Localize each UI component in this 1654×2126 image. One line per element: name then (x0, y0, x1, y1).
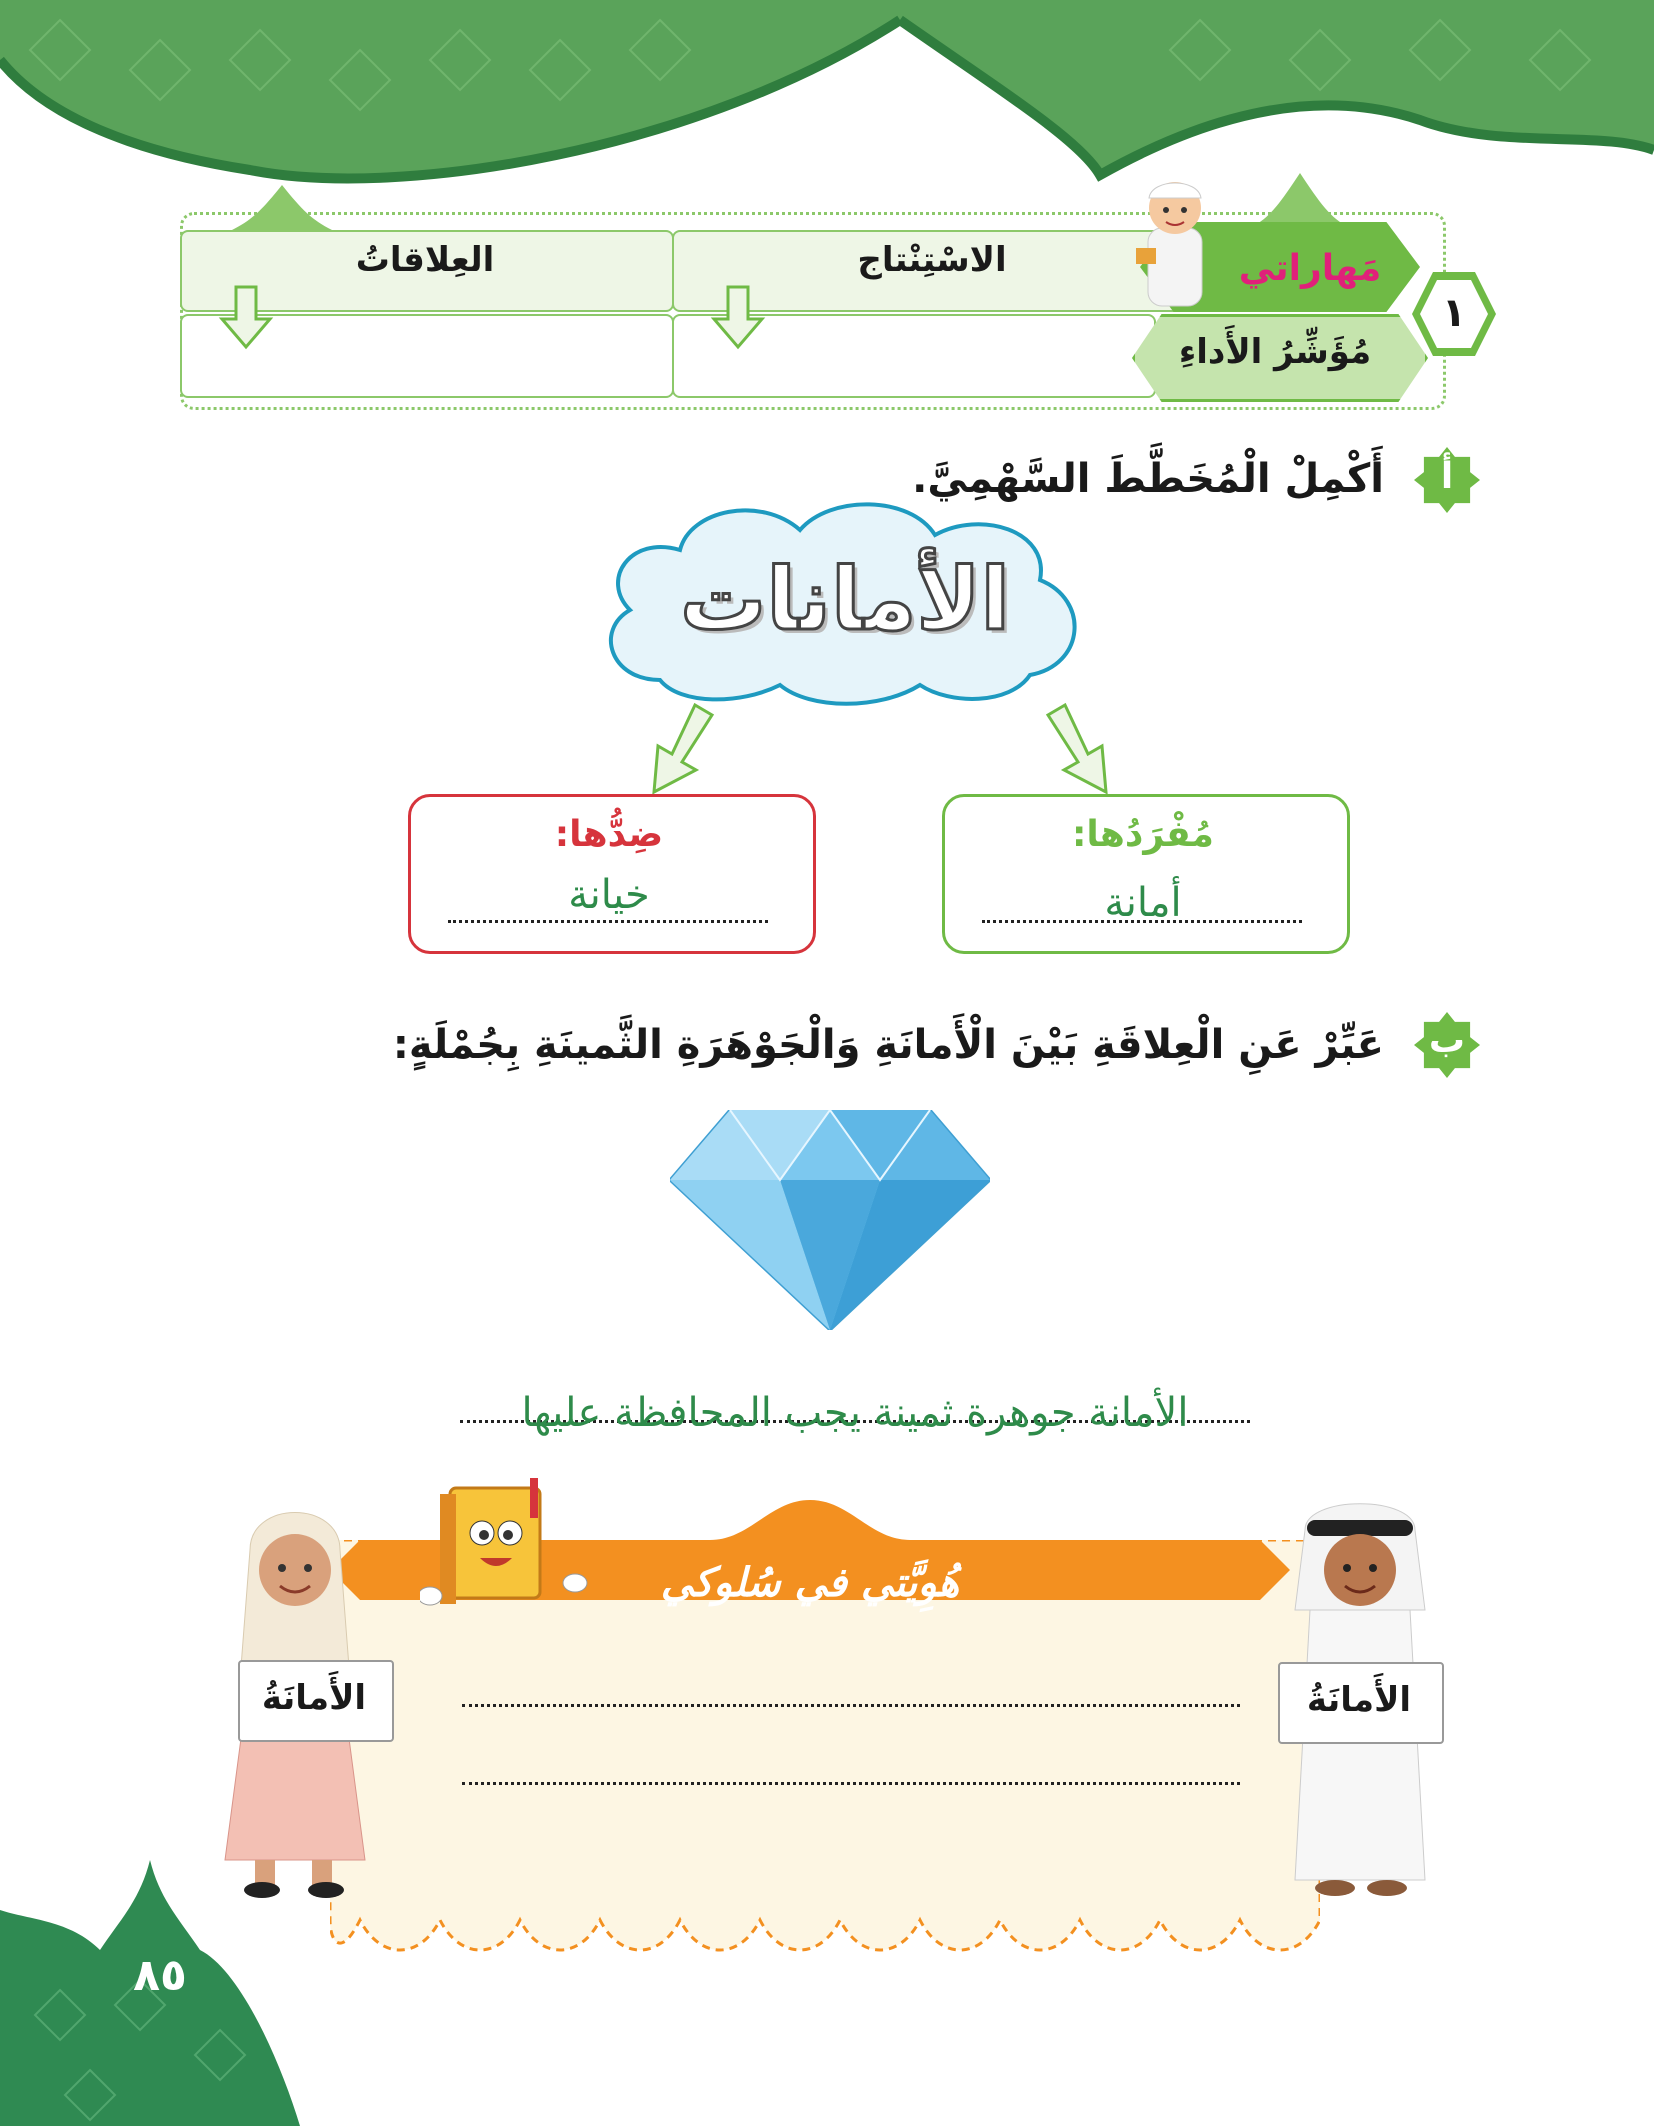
part-b-instruction: عَبِّرْ عَنِ الْعِلاقَةِ بَيْنَ الْأَمانَةِ وَالْجَوْهَرَةِ الثَّمينَةِ بِجُمْلَةٍ: (392, 1022, 1384, 1068)
identity-banner-title: هُوِيَّتي في سُلوكي (660, 1560, 960, 1606)
book-mascot-illustration (420, 1478, 590, 1628)
diamond-illustration (670, 1110, 990, 1330)
relations-header-label: العِلاقاتُ (355, 240, 495, 280)
part-a-marker: أ (1440, 456, 1454, 497)
dome-decoration-left (222, 180, 342, 230)
indicator-label: مُؤَشِّرُ الأَداءِ (1178, 332, 1372, 372)
cloud-word: الأمانات (679, 550, 1011, 650)
diagonal-arrow-left-icon (640, 700, 720, 800)
singular-label: مُفْرَدُها: (1072, 814, 1214, 855)
identity-writing-line-2[interactable] (462, 1782, 1240, 1785)
part-b-marker: ب (1428, 1020, 1466, 1061)
exercise-number: ١ (1441, 290, 1467, 336)
opposite-answer-line[interactable] (448, 920, 768, 923)
opposite-label: ضِدُّها: (554, 814, 664, 855)
dome-decoration-right (1240, 168, 1360, 228)
part-a-instruction: أَكْمِلْ الْمُخَطَّطَ السَّهْمِيَّ. (912, 456, 1384, 502)
girl-sign-text: الأَمانَةُ (261, 1678, 367, 1718)
opposite-answer: خيانة (568, 872, 650, 918)
singular-answer: أمانة (1104, 880, 1182, 926)
part-b-answer: الأمانة جوهرة ثمينة يجب المحافظة عليها (521, 1390, 1189, 1436)
identity-writing-line-1[interactable] (462, 1704, 1240, 1707)
skills-label: مَهاراتي (1238, 248, 1382, 289)
diagonal-arrow-right-icon (1040, 700, 1120, 800)
down-arrow-icon (218, 285, 274, 351)
inference-header-label: الاسْتِنْتاج (857, 240, 1007, 280)
down-arrow-icon (710, 285, 766, 351)
page-number: ٨٥ (133, 1950, 187, 2001)
boy-sign-text: الأَمانَةُ (1306, 1680, 1412, 1720)
boy-mascot-illustration (1130, 168, 1220, 308)
